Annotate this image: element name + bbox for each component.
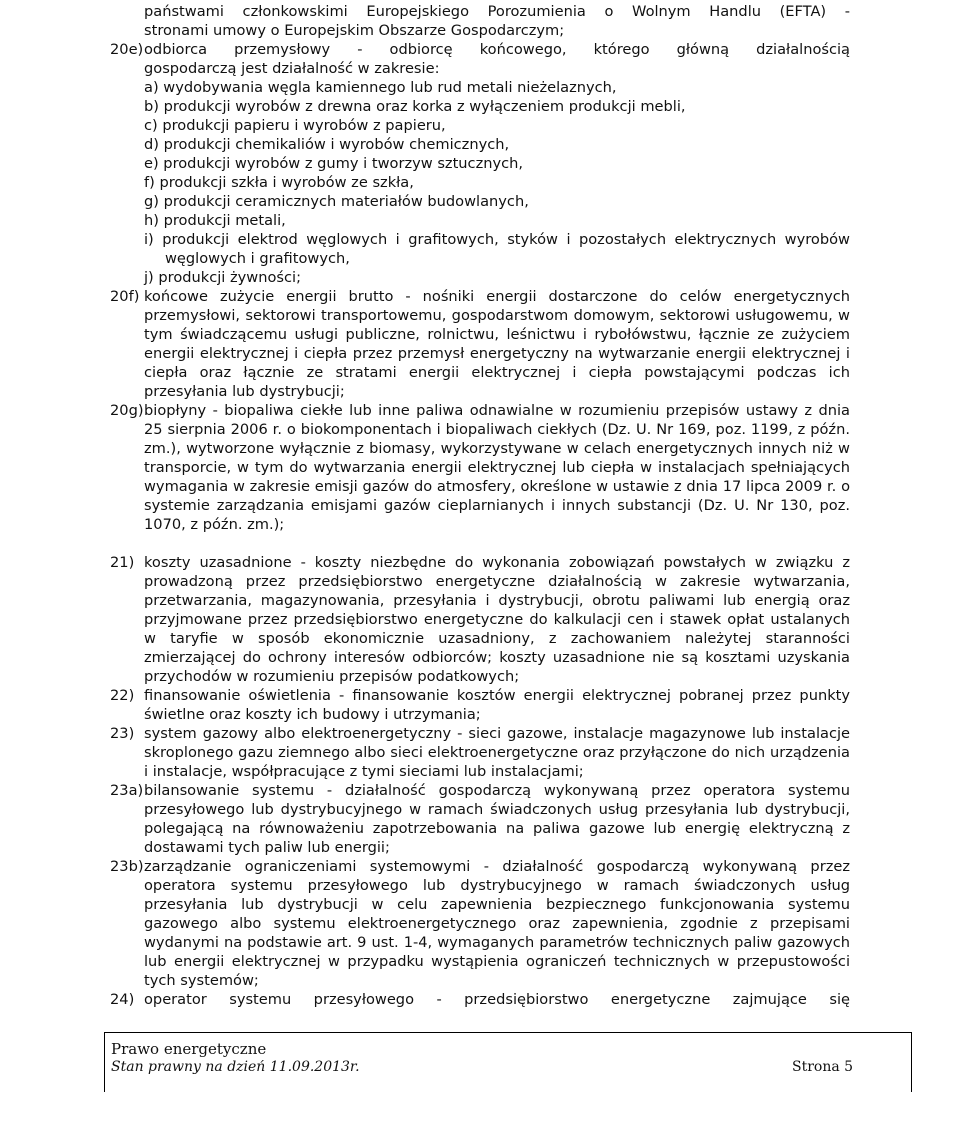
item-20g-text: biopłyny - biopaliwa ciekłe lub inne paliwa odnawialne w rozumieniu przepisów ustawy z dnia 25 sierpnia 2006 r. o biokomponentach i biopaliwach ciekłych (Dz. U. Nr 169, poz. 1199, z późn. zm.), wytworzone wyłącznie z biomasy, wykorzystywane w celach energetycznych innych niż w transporcie, w tym do wytwarzania energii elektrycznej lub ciepła w instalacjach spełniających wymagania w zakresie emisji gazów do atmosfery, określone w ustawie z dnia 17 lipca 2009 r. o systemie zarządzania emisjami gazów cieplarnianych i innych substancji (Dz. U. Nr 130, poz. 1070, z późn. zm.); (144, 402, 850, 533)
sub-item-g: g) produkcji ceramicznych materiałów budowlanych, (144, 193, 529, 210)
footer-divider (104, 1032, 912, 1033)
item-24-text: operator systemu przesyłowego - przedsiębiorstwo energetyczne zajmujące się (144, 991, 850, 1008)
item-23a-text: bilansowanie systemu - działalność gospodarczą wykonywaną przez operatora systemu przesyłowego lub dystrybucyjnego w ramach świadczonych usług przesyłania lub dystrybucji, polegającą na równoważeniu zapotrzebowania na paliwa gazowe lub energię elektryczną z dostawami tych paliw lub energii; (144, 782, 850, 856)
item-number: 20e) (110, 41, 144, 58)
item-number: 23b) (110, 858, 144, 875)
item-number: 20f) (110, 288, 140, 305)
item-23b-text: zarządzanie ograniczeniami systemowymi - działalność gospodarczą wykonywaną przez operatora systemu przesyłowego lub dystrybucyjnego w ramach świadczonych usług przesyłania lub dystrybucji w celu zapewnienia bezpiecznego funkcjonowania systemu gazowego albo systemu elektroenergetycznego oraz zapewnienia, zgodnie z przepisami wydanymi na podstawie art. 9 ust. 1-4, wymaganych parametrów technicznych paliw gazowych lub energii elektrycznej w przypadku wystąpienia ograniczeń technicznych w przepustowości tych systemów; (144, 858, 850, 989)
lead-line-2: stronami umowy o Europejskim Obszarze Gospodarczym; (144, 22, 565, 39)
item-23b (110, 857, 850, 990)
sub-item-j: j) produkcji żywności; (144, 269, 302, 286)
sub-item-e: e) produkcji wyrobów z gumy i tworzyw sztucznych, (144, 155, 524, 172)
item-20f (110, 287, 850, 401)
item-21 (110, 553, 850, 686)
sub-item-i: i) produkcji elektrod węglowych i grafitowych, styków i pozostałych elektrycznych wyrobów węglowych i grafitowych, (144, 231, 850, 267)
lead-paragraph (144, 2, 850, 40)
sub-item-b: b) produkcji wyrobów z drewna oraz korka z wyłączeniem produkcji mebli, (144, 98, 686, 115)
item-number: 20g) (110, 402, 144, 419)
item-21-text: koszty uzasadnione - koszty niezbędne do wykonania zobowiązań powstałych w związku z prowadzoną przez przedsiębiorstwo energetyczne działalnością w zakresie wytwarzania, przetwarzania, magazynowania, przesyłania i dystrybucji, obrotu paliwami lub energią oraz przyjmowane przez przedsiębiorstwo energetyczne do kalkulacji cen i stawek opłat ustalanych w taryfie w sposób ekonomicznie uzasadniony, z zachowaniem należytej staranności zmierzającej do ochrony interesów odbiorców; koszty uzasadnione nie są kosztami uzyskania przychodów w rozumieniu przepisów podatkowych; (144, 554, 850, 685)
item-number: 23a) (110, 782, 144, 799)
item-24 (110, 990, 850, 1009)
sub-item-f: f) produkcji szkła i wyrobów ze szkła, (144, 174, 414, 191)
item-22-text: finansowanie oświetlenia - finansowanie kosztów energii elektrycznej pobranej przez punkty świetlne oraz koszty ich budowy i utrzymania; (144, 687, 850, 723)
item-23 (110, 724, 850, 781)
item-20e-line-2: gospodarczą jest działalność w zakresie: (144, 60, 440, 77)
sub-item-h: h) produkcji metali, (144, 212, 286, 229)
item-23-text: system gazowy albo elektroenergetyczny - sieci gazowe, instalacje magazynowe lub instalacje skroplonego gazu ziemnego albo sieci elektroenergetyczne oraz przyłączone do nich urządzenia i instalacje, współpracujące z tymi sieciami lub instalacjami; (144, 725, 850, 780)
footer-date: Stan prawny na dzień 11.09.2013r. (111, 1059, 360, 1075)
item-number: 24) (110, 991, 135, 1008)
footer-page-number: Strona 5 (792, 1059, 854, 1075)
item-number: 23) (110, 725, 135, 742)
item-20f-text: końcowe zużycie energii brutto - nośniki energii dostarczone do celów energetycznych przemysłowi, sektorowi transportowemu, gospodarstwom domowym, sektorowi usługowemu, w tym świadczącemu usługi publiczne, rolnictwu, leśnictwu i rybołówstwu, łącznie ze zużyciem energii elektrycznej i ciepła przez przemysł energetyczny na wytwarzanie energii elektrycznej i ciepła oraz łącznie ze stratami energii elektrycznej i ciepła powstającymi podczas ich przesyłania lub dystrybucji; (144, 288, 850, 400)
item-number: 21) (110, 554, 135, 571)
item-20e (110, 40, 850, 78)
lead-line-1: państwami członkowskimi Europejskiego Porozumienia o Wolnym Handlu (EFTA) - (144, 3, 850, 20)
sub-item-d: d) produkcji chemikaliów i wyrobów chemicznych, (144, 136, 510, 153)
item-20g (110, 401, 850, 534)
footer-right-border (911, 1032, 912, 1092)
item-20e-line-1: odbiorca przemysłowy - odbiorcę końcowego, którego główną działalnością (144, 41, 850, 58)
item-number: 22) (110, 687, 135, 704)
footer-left-border (104, 1032, 105, 1092)
item-22 (110, 686, 850, 724)
sub-item-c: c) produkcji papieru i wyrobów z papieru, (144, 117, 446, 134)
sub-item-a: a) wydobywania węgla kamiennego lub rud metali nieżelaznych, (144, 79, 617, 96)
item-20e-sublist (144, 78, 850, 287)
footer-title: Prawo energetyczne (111, 1040, 267, 1058)
item-23a (110, 781, 850, 857)
